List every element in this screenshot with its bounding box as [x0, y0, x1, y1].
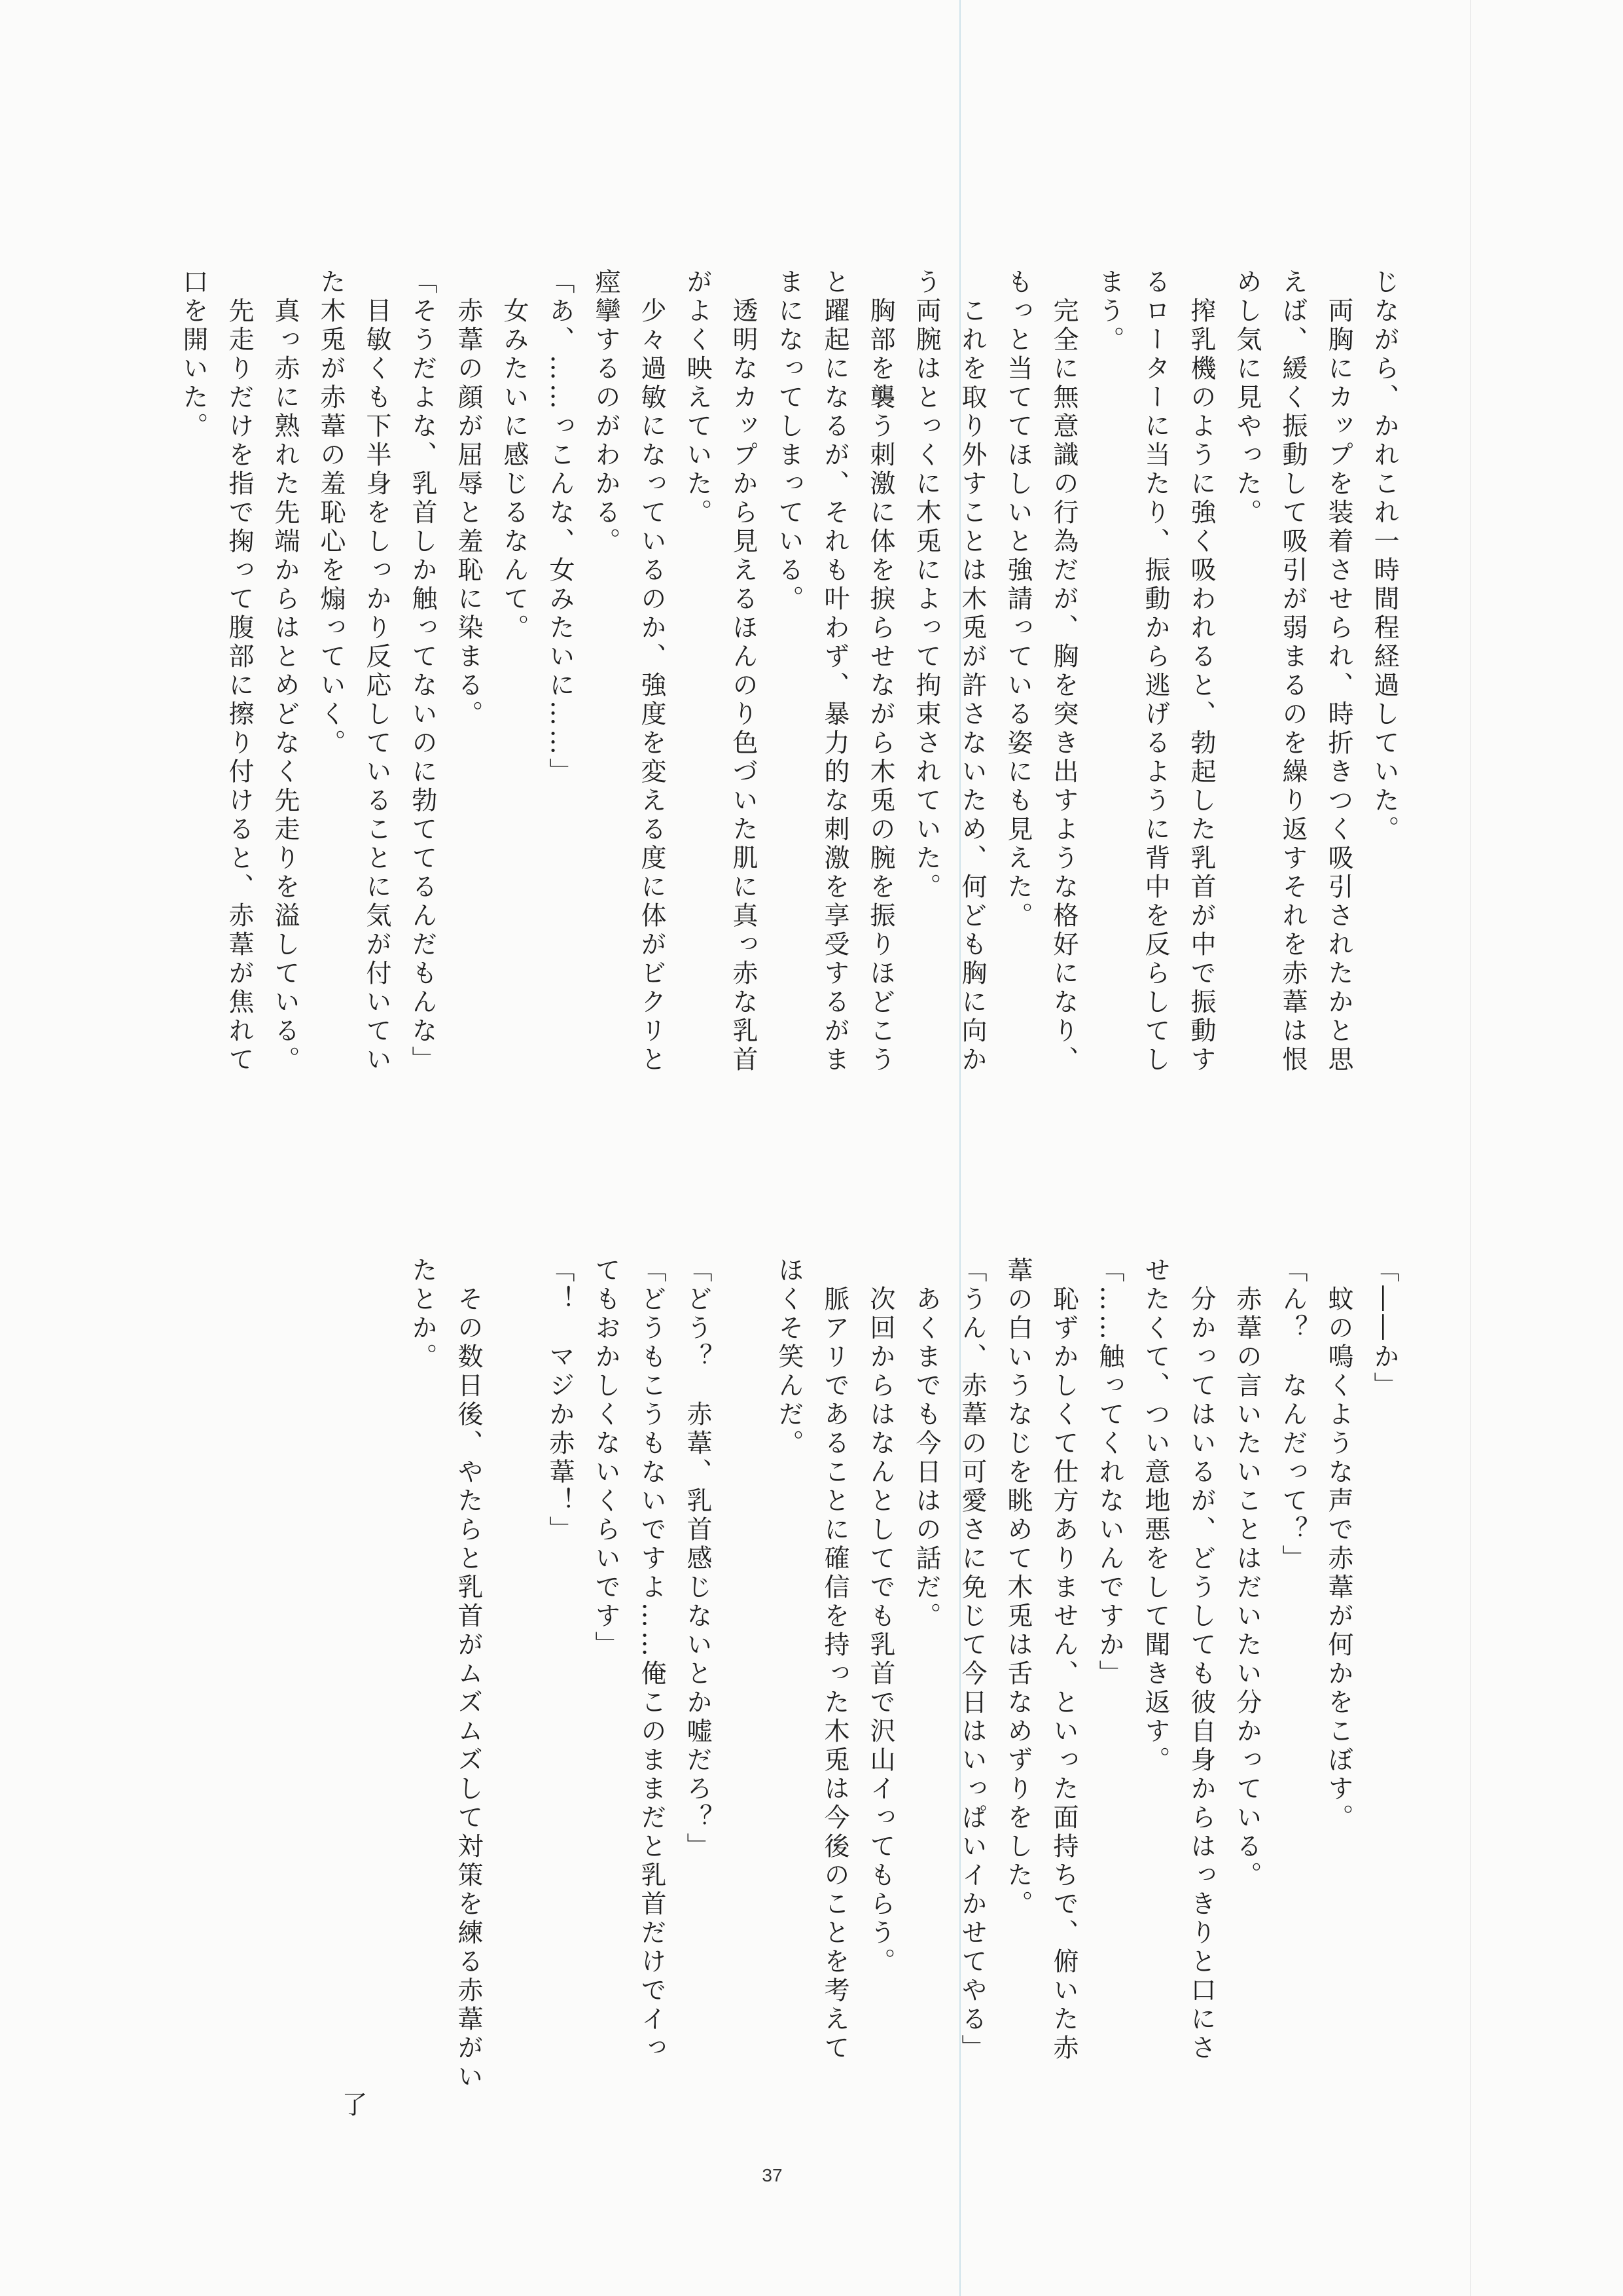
- text-line: ほくそ笑んだ。: [774, 1257, 804, 1458]
- text-line: 恥ずかしくて仕方ありません、といった面持ちで、俯いた赤: [1049, 1257, 1079, 2063]
- text-line: 赤葦の言いたいことはだいたい分かっている。: [1232, 1257, 1262, 1890]
- text-line: まになってしまっている。: [774, 268, 804, 614]
- text-line: 「！ マジか赤葦！」: [545, 1257, 575, 1545]
- text-line: あくまでも今日はの話だ。: [912, 1257, 941, 1631]
- text-line: その数日後、やたらと乳首がムズムズして対策を練る赤葦がい: [454, 1257, 483, 2092]
- end-mark: 了: [338, 2091, 367, 2117]
- text-line: せたくて、つい意地悪をして聞き返す。: [1141, 1257, 1170, 1775]
- text-line: 葦の白いうなじを眺めて木兎は舌なめずりをした。: [1003, 1257, 1033, 1919]
- text-line: 胸部を襲う刺激に体を捩らせながら木兎の腕を振りほどこう: [866, 268, 895, 1075]
- text-line: 両胸にカップを装着させられ、時折きつく吸引されたかと思: [1324, 268, 1353, 1075]
- text-line: 透明なカップから見えるほんのり色づいた肌に真っ赤な乳首: [728, 268, 758, 1075]
- text-line: るローターに当たり、振動から逃げるように背中を反らしてし: [1141, 268, 1170, 1075]
- upper-text-block: [164, 268, 1407, 1250]
- text-line: 目敏くも下半身をしっかり反応していることに気が付いてい: [362, 268, 391, 1075]
- text-line: 「あ、……っこんな、女みたいに……」: [545, 268, 575, 787]
- text-line: 「うん、赤葦の可愛さに免じて今日はいっぱいイかせてやる」: [957, 1257, 987, 2063]
- text-line: う両腕はとっくに木兎によって拘束されていた。: [912, 268, 941, 902]
- text-line: と躍起になるが、それも叶わず、暴力的な刺激を享受するがま: [820, 268, 849, 1075]
- text-line: えば、緩く振動して吸引が弱まるのを繰り返すそれを赤葦は恨: [1278, 268, 1308, 1075]
- text-line: [720, 1257, 766, 2134]
- text-line: 「どう？ 赤葦、乳首感じないとか嘘だろ？」: [683, 1257, 712, 1861]
- text-line: 搾乳機のように強く吸われると、勃起した乳首が中で振動す: [1186, 268, 1216, 1075]
- text-line: 痙攣するのがわかる。: [591, 268, 620, 556]
- text-line: 蚊の鳴くような声で赤葦が何かをこぼす。: [1324, 1257, 1353, 1833]
- text-line: 「――か」: [1370, 1257, 1399, 1401]
- text-line: もっと当ててほしいと強請っている姿にも見えた。: [1003, 268, 1033, 931]
- text-line: これを取り外すことは木兎が許さないため、何ども胸に向か: [957, 268, 987, 1075]
- text-line: 口を開いた。: [179, 268, 208, 441]
- text-line: がよく映えていた。: [683, 268, 712, 528]
- lower-text-block: [353, 1257, 1407, 2134]
- text-line: じながら、かれこれ一時間程経過していた。: [1370, 268, 1399, 844]
- text-line: た木兎が赤葦の羞恥心を煽っていく。: [316, 268, 346, 758]
- margin-guide-line: [1470, 0, 1471, 2296]
- text-line: 「ん？ なんだって？」: [1278, 1257, 1308, 1573]
- text-line: 赤葦の顔が屈辱と羞恥に染まる。: [454, 268, 483, 729]
- text-line: たとか。: [408, 1257, 437, 1372]
- text-line: 「そうだよな、乳首しか触ってないのに勃ててるんだもんな」: [408, 268, 437, 1075]
- text-line: 完全に無意識の行為だが、胸を突き出すような格好になり、: [1049, 268, 1079, 1075]
- page-number: 37: [762, 2165, 783, 2185]
- text-line: 真っ赤に熟れた先端からはとめどなく先走りを溢している。: [270, 268, 300, 1075]
- text-line: てもおかしくないくらいです」: [591, 1257, 620, 1660]
- text-line: 少々過敏になっているのか、強度を変える度に体がビクリと: [637, 268, 666, 1075]
- text-line: 「どうもこうもないですよ……俺このままだと乳首だけでイっ: [637, 1257, 666, 2063]
- text-line: 脈アリであることに確信を持った木兎は今後のことを考えて: [820, 1257, 849, 2063]
- text-line: まう。: [1095, 268, 1124, 355]
- text-line: 次回からはなんとしてでも乳首で沢山イってもらう。: [866, 1257, 895, 1977]
- text-line: 先走りだけを指で掬って腹部に擦り付けると、赤葦が焦れて: [224, 268, 254, 1075]
- text-line: 分かってはいるが、どうしても彼自身からはっきりと口にさ: [1186, 1257, 1216, 2063]
- text-line: 女みたいに感じるなんて。: [499, 268, 529, 643]
- text-line: 「……触ってくれないんですか」: [1095, 1257, 1124, 1689]
- text-line: [491, 1257, 537, 2134]
- text-line: めし気に見やった。: [1232, 268, 1262, 528]
